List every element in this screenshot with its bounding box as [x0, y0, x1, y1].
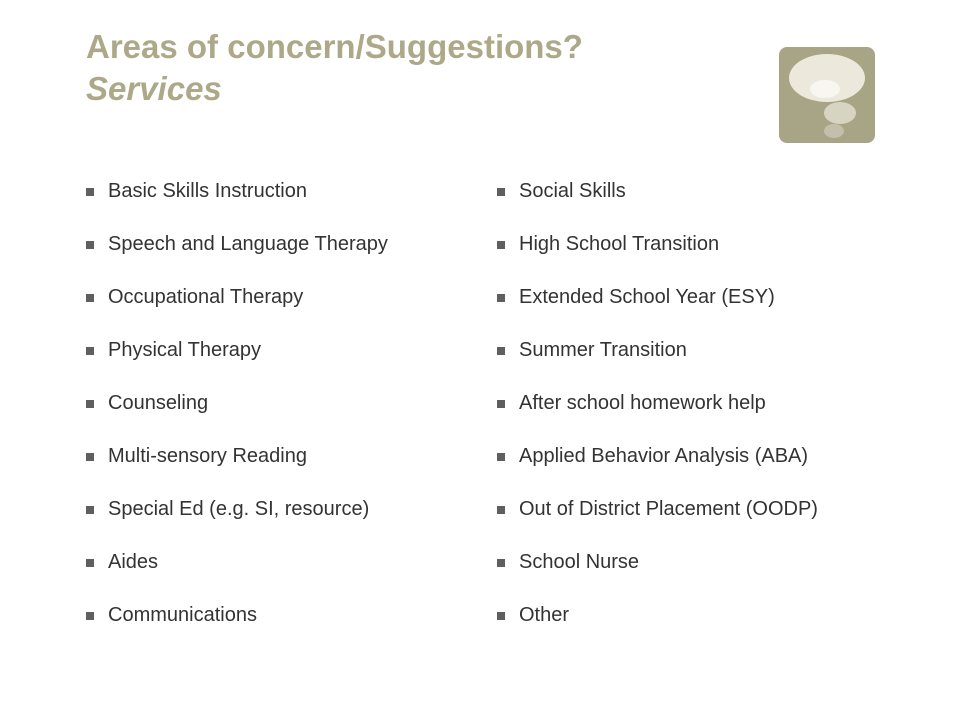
list-item: [497, 218, 818, 271]
list-item: [86, 483, 388, 536]
list-item: [86, 589, 388, 642]
square-bullet-icon: [497, 188, 505, 196]
square-bullet-icon: [86, 400, 94, 408]
slide-title: [86, 26, 583, 110]
square-bullet-icon: [86, 294, 94, 302]
list-item-label: Occupational Therapy: [108, 286, 304, 308]
square-bullet-icon: [86, 241, 94, 249]
logo: [779, 47, 875, 143]
list-item-label: Summer Transition: [519, 339, 687, 361]
list-item: [497, 377, 818, 430]
list-item-label: Social Skills: [519, 180, 626, 202]
list-item-label: Counseling: [108, 392, 209, 414]
list-item: [497, 536, 818, 589]
services-list-right: [497, 165, 818, 642]
square-bullet-icon: [497, 453, 505, 461]
list-item-label: Extended School Year (ESY): [519, 286, 775, 308]
square-bullet-icon: [497, 400, 505, 408]
thought-bubble-icon: [779, 47, 875, 143]
list-item: [86, 271, 388, 324]
list-item-label: Physical Therapy: [108, 339, 262, 361]
list-item-label: Aides: [108, 551, 159, 573]
square-bullet-icon: [86, 188, 94, 196]
slide-title-main: Areas of concern/Suggestions?: [86, 28, 583, 65]
square-bullet-icon: [86, 506, 94, 514]
square-bullet-icon: [86, 612, 94, 620]
list-item-label: Out of District Placement (OODP): [519, 498, 818, 520]
list-item: [86, 536, 388, 589]
list-item: [497, 589, 818, 642]
square-bullet-icon: [497, 347, 505, 355]
list-item: [497, 271, 818, 324]
list-item: [497, 324, 818, 377]
square-bullet-icon: [497, 612, 505, 620]
square-bullet-icon: [497, 506, 505, 514]
services-list-left: [86, 165, 388, 642]
list-item-label: High School Transition: [519, 233, 720, 255]
list-item-label: Special Ed (e.g. SI, resource): [108, 498, 370, 520]
list-item-label: School Nurse: [519, 551, 640, 573]
square-bullet-icon: [497, 559, 505, 567]
square-bullet-icon: [497, 294, 505, 302]
list-item-label: After school homework help: [519, 392, 766, 414]
list-item-label: Multi-sensory Reading: [108, 445, 307, 467]
list-item: [86, 324, 388, 377]
list-item: [497, 165, 818, 218]
list-item-label: Basic Skills Instruction: [108, 180, 307, 202]
list-item: [497, 483, 818, 536]
list-item-label: Applied Behavior Analysis (ABA): [519, 445, 809, 467]
list-item: [497, 430, 818, 483]
list-item: [86, 218, 388, 271]
square-bullet-icon: [86, 453, 94, 461]
square-bullet-icon: [86, 559, 94, 567]
slide-subtitle: Services: [86, 70, 222, 107]
list-item-label: Other: [519, 604, 570, 626]
square-bullet-icon: [497, 241, 505, 249]
list-item-label: Communications: [108, 604, 257, 626]
list-item-label: Speech and Language Therapy: [108, 233, 388, 255]
square-bullet-icon: [86, 347, 94, 355]
list-item: [86, 165, 388, 218]
list-item: [86, 430, 388, 483]
list-item: [86, 377, 388, 430]
